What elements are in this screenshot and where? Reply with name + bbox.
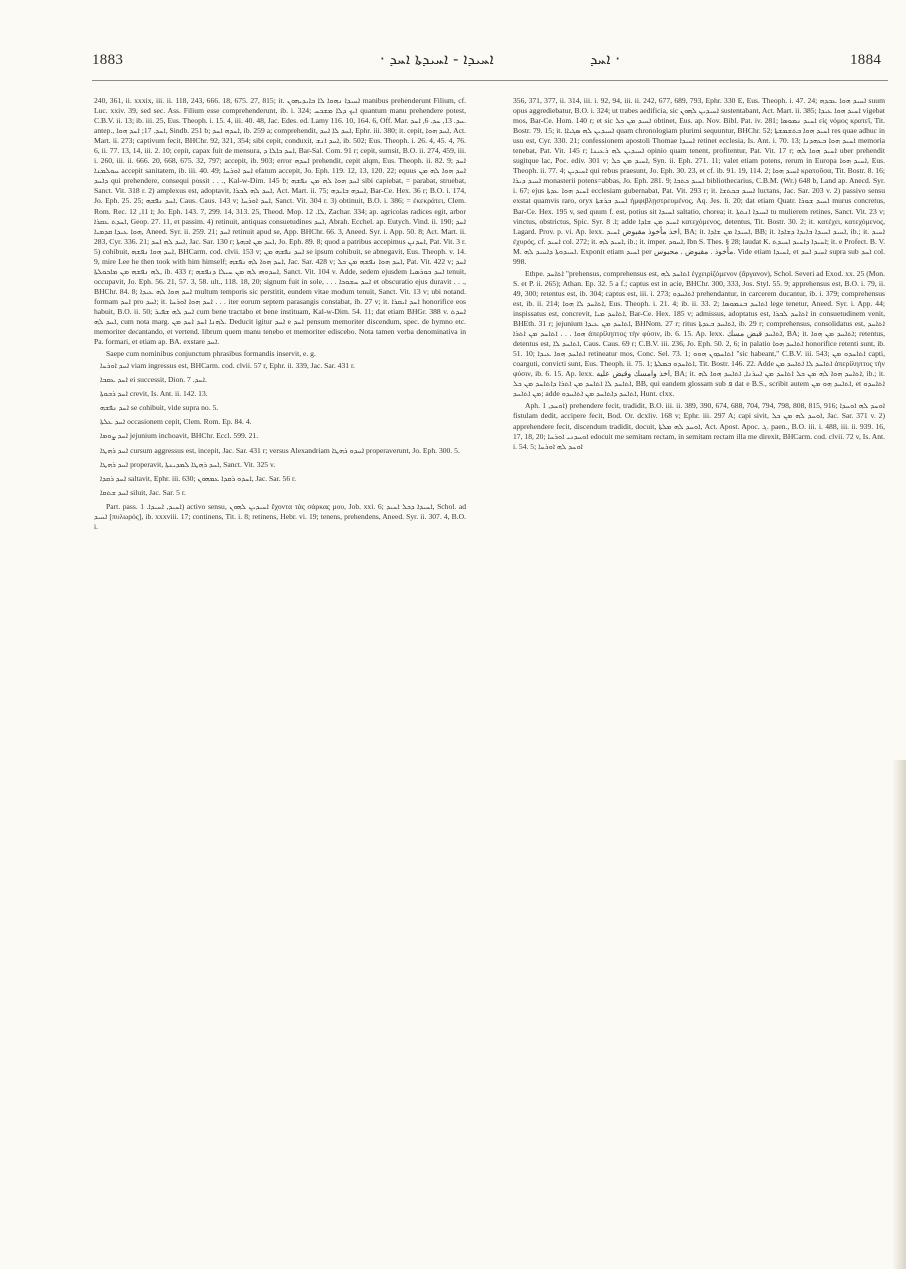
running-head-left: ܐܚܝܕܐ - ܐܚܝܕܬܐ ܐܚܕ · — [380, 50, 494, 68]
column-paragraph: ܐܚܕ ܥܩܒܐ ei successit, Dion. ܐܚܕ. 7. — [100, 375, 207, 385]
page-number-left: 1883 — [92, 52, 124, 68]
column-paragraph: ܐܚܕ ܐܘܪܚܐ viam ingressus est, BHCarm. cod. clvii. 57 r, Ephr. ii. 339, Jac. Sar. 431 r. — [100, 361, 355, 371]
left-column — [94, 96, 466, 1246]
column-paragraph: ܐܚܕ ܪܗܛܐ cursum aggressus est, incepit, Jac. Sar. 431 r; versus Alexandriam ܐܚܕܘ ܪܗܛܐ properaverunt, Jo. Eph. 300. 5. — [100, 445, 460, 455]
column-paragraph: Ethpe. ܐܬܐܚܕ "prehensus, comprehensus est, ܐܬܐܚܕ ܠܗ ἐγχειρίζόμενον (ἄργανον), Schol. Severi ad Exod. xx. 25 (Mon. S. et P. ii. 265); Athan. Ep. 32. 5 a f.; captus est in acie, BHChr. 300, 333, Jos. Styl. 55. 9; apprehensus est, B.O. i. 79, ii. 49, 300; retentus est, ib. 304; captus est, iii. i. 273; ܐܬܐܚܕܘ prehendantur, in carcerem ducantur, ib. i. 379; comprehensus est, ib. ii. 214; ܐܬܐܚܕ ܠܐ ܗܘܐ, Eus. Theoph. i. 21. 4; ib. ii. 33. 2; ܐܬܐܚܕ ܒܢܡܘܣܐ lege tenetur, Aneed. Syr. i. App. 44; inspissatus est, concrevit, ܐܬܐܚܕ ܡܝܐ, Bar-Ce. Hex. 185 v; admissus, adoptatus est, ܐܬܐܚܕ ܠܒܪܐ in consuetudinem venit, BHEth. 31 r; jejunium ܐܬܐܚܕ ܡܢ ܥܝܕܐ, BHNom. 27 r; ritus ܐܬܐܚܕ ܒܥܕܬܐ, ib. 29 r; comprehensus, consolidatus est, ܐܬܐܚܕ ܗܘܐ . . . ܐܬܐܚܕ ܡܢ ܐܬܪܐ ἀπερίληπτος τὴν φύσιν, ib. 6. 15. Ap. lexx. ܐܬܐܚܕ قبض مسك, BA; it. ܐܬܐܚܕ ܡܢ ܗܘܐ; retentus, detentus est, ܐܬܐܚܕ ܠܐ, Caus. Caus. 69 r; C.B.V. iii. 236, Jo. Eph. 50. 2, 6; in palatio ܐܬܐܚܕ ܗܘܐ honorifice retenti sunt, ib. 51. 10; ܐܬܐܚܕ ܗܘܐ ܥܝܕܐ retineatur mos, Conc. Sel. 73. 1; ܐܬܐܚܕܘܢ ܗܘܘ "sic habeant," C.B.V. iii. 543; ܐܬܐܚܕܘ ܡܢ capti, coarguti, convicti sunt, Eus. Theoph. ii. 75. 1; ܐܬܐܚܕܘ ܒܡܠܬܐ, Tit. Bostr. 146. 22. Adde ܐܬܐܚܕ ܠܐ ܐܬܐܚܕ ܡܢ ἀπερίληπτος τὴν φύσιν, ib. 6. 15. Ap. lexx. اخذ وامسك وقبض عليه, BA; it. ܐܬܐܚܕ ܗܘܐ ܠܗ ܡܢ ܟܠ ܐܬܐܚܕ ܡܢ ܐܚܪܢܐ, ܐܬܐܚܕ ܗܘܐ ܠܗ, ib.; it. ܐܬܐܚܕ ܠܐ ܐܬܐܚܕ ܡܢ ܐܬܪܐ ܕܐܬܐܚܕ ܡܢ ܟܠ, BB, qui eandem glossam sub ܦ dat e B.S., scribit autem ܐܬܐܚܕ ܗܘ ܡܢ, et ܐܬܐܚܕܘ ܡܢ ܐܬܐܚܕ; adde ܐܬܐܚܕ ܕܐܬܐܚܕ ܡܢ ܐܬܐܚܕܘ, Hunt. clxx. — [513, 268, 885, 399]
page-number-right: 1884 — [850, 52, 882, 68]
column-paragraph: ܐܚܕ ܥܠܬܐ occasionem cepit, Clem. Rom. Ep. 84. 4. — [100, 417, 252, 427]
column-paragraph: ܐܚܕ ܪܗܛܐ properavit, ܐܚܕ ܪܗܛܐ ܠܡܕܝܢܬܐ, Sanct. Vit. 325 v. — [100, 459, 276, 469]
column-paragraph: ܐܚܕ ܪܒܘܬܐ crevit, Is. Ant. ii. 142. 13. — [100, 389, 208, 399]
page-edge-shadow — [892, 760, 906, 1269]
column-paragraph: ܐܚܕ ܨܘܡܐ jejunium inchoavit, BHChr. Eccl. 599. 21. — [100, 431, 259, 441]
column-paragraph: Aph. ܐܘܚܕ, 1) prehendere fecit, tradidit, B.O. iii. ii. 389, 390, 674, 688, 704, 794, 798, 808, 815, 916; ܐܘܚܕ ܠܗ ܐܘܚܕܐ fistulam dedit, accipere fecit, Bod. Or. dcxliv. 168 v; Ephr. iii. 297 A; capi sivit, ܐܘܚܕ ܠܗ ܡܢ ܟܠ, Jac. Sar. 371 v. 2) apprehendere fecit, discendum tradidit, docuit, ܐܘܚܕ ܠܗ ܡܠܬܐ, Act. Apost. Apoc. ܓ. paen., B.O. iii. i. 488, iii. ii. 939. 16, 17, 18, 20; ܐܘܚܕܢܝ ܐܘܪܚܐ edocuit me semitam rectam, in semitam rectam illa me direxit, BHCarm. cod. clvii. 72 v, Is. Ant. i. 54. 5; ܐܘܚܕ ܠܗ ܐܘܪܚܐ — [513, 401, 885, 451]
page-header — [0, 0, 906, 90]
header-rule — [92, 80, 888, 81]
running-head-right: · ܐܚܕ — [590, 50, 621, 68]
column-paragraph: ܐܚܕ ܫܬܩܐ siluit, Jac. Sar. 5 r. — [100, 487, 186, 497]
column-paragraph: ܐܚܕ ܪܩܕܐ saltavit, Ephr. iii. 630; ܐܚܕܘ ܪܩܕܐ ܥܡܗܘܢ, Jac. Sar. 56 r. — [100, 473, 297, 483]
column-paragraph: Saepe cum nominibus conjunctum phrasibus formandis inservit, e. g. — [106, 349, 316, 359]
column-paragraph: Part. pass. ܐܚܝܕ, ܐܚܝܕܐ. 1) activo sensu, ܐܚܝܕܝܢ ܠܗܘܢ ἔχοντα τὰς σάρκας μου, Job. xxi. 6; ܐܚܝܕܐ ܕܟܠ ܐܚܝܕ, Schol. ad ܐܚܝܕ [πυλωρός], ib. xxxviii. 17; continens, Tit. i. 8; retinens, Hebr. vi. 19; tenens, prehendens, Aneed. Syr. ii. 307. 4, B.O. i. — [94, 501, 466, 531]
column-paragraph: ܐܚܕ ܢܦܫܗ se cohibuit, vide supra no. 5. — [100, 403, 219, 413]
right-column — [513, 96, 885, 1246]
column-paragraph: 356, 371, 377, ii. 314, iii. i. 92, 94, iii. ii. 242, 677, 689, 793, Ephr. 330 E, Eus. Theoph. i. 47. 24; ܐܚܝܕ ܗܘܐ ܥܒܕܗ suum opus aggrediebatur, B.O. i. 324; ut trabes aedificia, sic ܐܚܝܕܝܢ ܠܗܘܢ sustentabant, Act. Mart. ii. 385; ܐܚܝܕ ܗܘܐ ܥܝܕܐ vigebat mos, Bar-Ce. Hom. 140 r; et sic ܐܚܝܕ ܡܢ ܟܠ obtinet, Eus. ap. Nov. Bibl. Pat. iv. 281; ܐܚܝܕ ܢܡܘܣܐ εἰς νόμος κρατεῖ, Tit. Bostr. 79. 15; it. ܐܚܝܕܝܢ ܠܗ ܣܓܝܐܐ quam chronologiam plurimi sequuntur, BHChr. 52; ܐܚܝܕ ܗܘܐ ܒܬܫܡܫܬܐ res quae adhuc in usu est, Cyr. 330. 21; confessionem apostoli Thomae ܐܚܝܕܐ retinet ecclesia, Is. Ant. i. 70. 13; ܐܚܝܕ ܗܘܐ ܒܥܗܕܢܐ memoria tenebat, Pat. Vit. 145 r; ܐܚܝܕܝܢ ܠܗ ܪܥܝܢܐ opinio quam tenent, profitentur, Pat. Vit. 17 r; ܐܚܝܕ ܗܘܐ ܠܗ uber prehendit sugitque lac, Poc. ediv. 301 v; ܐܚܝܕ ܡܢ ܟܠ, Syn. ii. Eph. 271. 11; valet etiam potens, rerum in Europa ܐܚܝܕ ܗܘܐ, Eus. Theoph. ii. 77. 4; ܐܚܝܕܝܢ qui rebus praesunt, Jo. Eph. 30. 23, et cf. ib. 91. 19, 114. 2; ܐܚܝܕ ܗܘܐ κρατοῦσα, Tit. Bostr. 8. 16; ܐܚܝܕ ܕܝܪܐ monasterii potens=abbas, Jo. Eph. 281. 9; ܐܚܝܕ ܟܬܒܐ bibliothecarius, C.B.M. (Wr.) 648 b, Land ap. Anecd. Syr. i. 67; ejus ܐܚܝܕ ܗܘܐ ܥܕܬܐ ecclesiam gubernabat, Pat. Vit. 293 r; it. ܐܚܝܕ ܒܟܬܫܐ luctans, Jac. Sar. 203 v. 2) passivo sensu exstat quamvis raro, oryx ܐܚܝܕ ܒܪܫܬܐ ἠμφιβλῃστρευμένος, Aq. Jes. li. 20; dat etiam Quatr. ܐܚܝܕ ܫܘܪܐ murus concretus, Bar-Ce. Hex. 195 v, sed quum f. est, potius sit ܐܚܝܕܐ saltatio, chorea; it. ܐܚܝܕܐ ܐܢܬܬܐ tu mulierem retines, Sanct. Vit. 23 v; vinctus, obstrictus, Spic. Syr. ܐ. 8; adde ܐܚܝܕ ܡܢ ܫܐܕܐ κατεχόμενος, detentus, Tit. Bostr. 30. 2; it. κατέχει, κατεχόμενος, Lagard. Prov. p. vi. Ap. lexx. اخذ مأخوذ مقبوض ܐܚܝܕ, BA; it. ܐܚܝܕܐ ܡܢ ܫܐܕܐ, BB; it. ܐܚܝܕ ܐܚܝܕܐ ܒܐܝܕܐ ܕܫܐܕܐ, ib.; it. ܐܚܝܕ ἐχυρός, cf. ܐܚܝܕ col. 272; it. ܐܚܝܕ ܠܗ, ib.; it. imper. ܐܚܘܕ, Ibn S. Thes. § 28; laudat K. ܐܚܝܕܐ ܕܐܚܝܕ ܐܚܝܕܬ; it. e Profect. B. V. M. ܐܚܝܕܘܬܐ ܕܐܚܝܕ ܠܗ. Exponit etiam ܐܚܝܕ per مأخوذ . مقبوض . محبوس. Vide etiam ܐܚܝܕܐ, et ܐܚܝܕ ܐܚܕ supra sub ܐܚܕ col. 998. — [513, 96, 885, 266]
column-paragraph: 240, 361, ii. xxxix, iii. ii. 118, 243, 666. 18, 675. 27, 815; it. ܐܚܝܕܐ ܢܗܘܐ ܠܐ ܒܐܝܕܝܗܘܢ manibus prehenderunt Filium, cf. Luc. xxiv. 39, sed sec. Ass. Filium esse comprehenderunt, ib. i. 324; ܐܝܟ ܕܠܐ ܡܫܟܚ quantum manu prehendere potest, C.B.V. ii. 13; ib. iii. 25, Eus. Theoph. i. 15. 4, iii. 40. 48, Jac. Edes. ed. Lamy 116. 10, 164. 6, Off. Mar. ܚܕ. 13, ܚܕ. 6, ܐܚܕ. antep., ܐܚܕ. 17; ܐܚܕ ܗܘܐ, Sindb. 251 b; ܐܚܕܗ ܐܚܕ, ib. 259 a; comprehendit, ܐܚܕ ܠܐ ܐܚܕ, Ephr. iii. 380; it. cepit, ܐܚܕ ܗܘܐ, Act. Mart. ii. 273; captivum fecit, BHChr. 92, 321, 354; sibi cepit, conduxit, ܐܚܕ ܐܢܫ, ib. 502; Eus. Theoph. i. 26. 4, 45. 4, 76. 6, ii. 77. 13, 14, iii. 2. 10; cepit, capax fuit de mensura, ܐܚܕ ܟܐܠܐ ܕ, Bar-Sal. Com. 91 r; cepit, sumsit, B.O. ii. 274, 459, iii. i. 260, iii. ii. 666. 20, 668, 675. 32, 797; accepit, ib. 903; error ܐܚܕܗ prehendit, cepit alqm, Eus. Theoph. ii. 82. 9; ܐܚܕ ܚܘܠܡܢܐ accepit sanitatem, ib. iii. 40. 49; ܐܚܕ ܐܘܪܚܐ efatum accepit, Jo. Eph. 119. 12, 13, 120. 22; equus ܐܚܕ ܗܘܐ ܠܗ ܡܢ ܕܐܚܕ qui prehendere, consequi possit . . ., Kal-w-Dim. 145 b; ܐܚܕ ܗܘܐ ܠܗ ܡܢ ܢܦܫܗ sibi capiebat, = parabat, struebat, Sanct. Vit. 318 r. 2) amplexus est, adoptavit, ܐܚܕ ܠܗ ܠܒܪܐ, Act. Mart. ii. 75; ܐܚܕܗ ܒܐܝܕܗ, Bar-Ce. Hex. 36 r; B.O. i. 174, Jo. Eph. 25. 25; ܐܚܕ ܢܦܫܗ, Caus. Caus. 143 v; ܐܚܕ ܐܘܪܚܐ, Sanct. Vit. 304 r. 3) obtinuit, B.O. i. 386; = ἐκεκράτει, Clem. Rom. Rec. ܐ 11, 12; Jo. Eph. 143. 7, 299. 14, 313. 25, Theod. Mop. ܠܐ. 12, Zachar. 334; ap. agricolas radices egit, arbor ܐܚܕܬ ܥܩܪܐ, Geop. 27. 11, et passim. 4) retinuit, antiquas consuetudines ܐܚܕ, Abrah. Ecchel. ap. Eutych. Vind. ii. 190; ܐܚܕ ܗܘܐ ܥܝܕܐ ܩܕܡܝܐ, Aneed. Syr. ii. 259. 21; ܐܚܕ retinuit apud se, App. BHChr. 66. 3, Aneed. Syr. i. App. 50. 8; Act. Mart. ii. 283, Cyr. 336. 21; ܐܚܕ ܠܗ ܐܚܕ, Jac. Sar. 130 r; ܐܚܕ ܡܢ ܐܒܗܬܐ, Jo. Eph. 89. 8; quod a patribus accepimus ܐܚܕܢܢ, Pat. Vit. 3 r. 5) cohibuit, ܐܚܕ ܗܘܐ ܢܦܫܗ, BHCarm. cod. clvii. 153 v; ܐܚܕ ܢܦܫܗ ܡܢ se ipsum cohibuit, se abnegavit, Eus. Theoph. v. 14. 9, mire Lee he then took with him himself; ܐܚܕ ܗܘܐ ܠܗ ܢܦܫܗ, Jac. Sar. 428 v; ܐܚܕ ܗܘܐ ܢܦܫܗ ܡܢ ܟܠ, Pat. Vit. 422 v; ܐܚܕ ܠܗ ܢܦܫܗ ܡܢ ܡܐܟܘܠܬܐ, ib. 433 r; ܐܚܕܘܗܝ ܠܗ ܡܢ ܚܝܠܐ ܕܢܦܫܗ, Sanct. Vit. 104 v. Adde, sedem ejusdem ܐܚܕ ܟܘܪܣܝܐ tenuit, occupavit, Jo. Eph. 56. 21, 57. 3, 58. ult., 118. 18, 20; signum fuit in sole, . . . ܐܚܕ ܚܫܘܟܐ et obscuratio ejus duravit . . ., BHChr. 84. 8; ܐܚܕ ܗܘܐ ܠܗ ܥܝܕܐ multum temporis sic perstitit, eundem vitae modum tenuit, Sanct. Vit. 13 v; ubi notand. formam ܐܚܕ pro ܐܚܕ; it. ܐܚܕ ܗܘܐ ܐܘܪܚܐ . . . iter eorum septem parasangis constabat, ib. 27 v; it. ܐܚܕ ܐܝܩܪܐ honorifice eos habuit, B.O. ii. 50; ܐܚܕ ܠܗ ܫܦܝܪ cum bene tractabo et bene instituam, Kal-w-Dim. 54. 11; dat etiam BHGr. 388 v. ܐܚܕܬ ܐܚܕ ܠܗ, cum nota marg. ܠܗܢܐ ܐܚܕ ܐܚܕ ܡܢ. Deducit igitur ܐܚܕ e ܐܚܕ pensum memoriter discendum, spec. de hymno etc. memoriter decantando, et vertend. librum quem manu tenebo et memoriter ediscebo. Nota tamen verba denominativa in Pa. formari, et etiam ap. BA. exstare ܐܚܕ. — [94, 96, 466, 347]
